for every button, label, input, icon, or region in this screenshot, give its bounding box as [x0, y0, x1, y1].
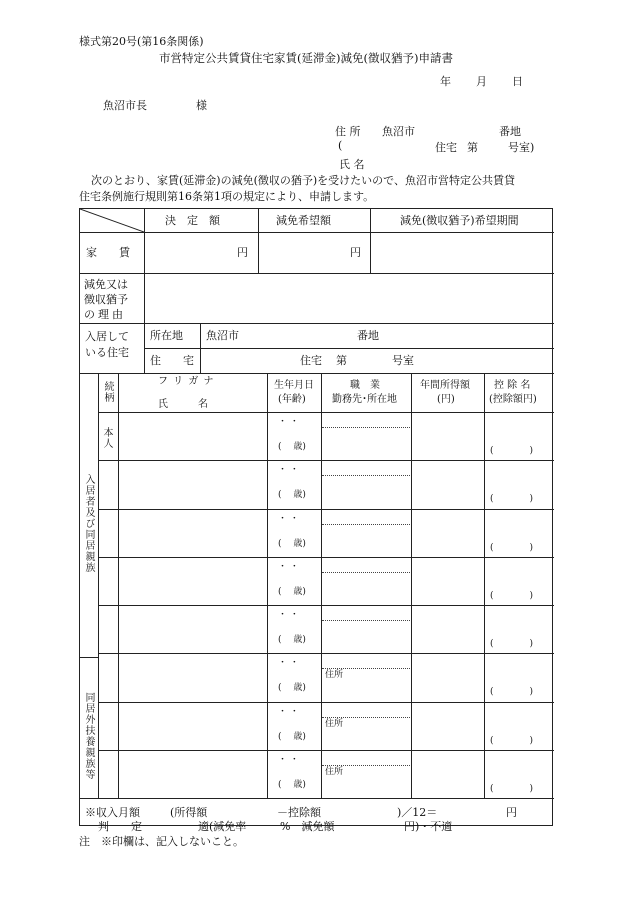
- age-field: ( 歳): [278, 635, 306, 645]
- address-city: 魚沼市: [382, 125, 415, 138]
- birth-dots: ・ ・: [278, 706, 299, 717]
- deduct-field: ( ): [490, 494, 534, 505]
- house-label: 住 宅: [150, 354, 194, 367]
- address-word: 住所: [325, 718, 344, 729]
- reason-label-3: の理由: [84, 308, 126, 321]
- location-city: 魚沼市: [206, 329, 239, 342]
- income-yen: 円: [506, 806, 517, 819]
- deduct-field: ( ): [490, 446, 534, 456]
- col-hope: 減免希望額: [276, 214, 331, 227]
- footnote: 注 ※印欄は、記入しないこと。: [79, 835, 244, 848]
- residence-label-2: いる住宅: [85, 346, 129, 359]
- age-field: ( 歳): [278, 490, 306, 501]
- residence-label-1: 入居して: [85, 330, 129, 343]
- deduct-field: ( ): [490, 783, 534, 794]
- age-field: ( 歳): [278, 586, 306, 597]
- col-deduct-unit: (控除額円): [489, 394, 537, 405]
- birth-dots: ・ ・: [278, 465, 299, 476]
- location-banchi: 番地: [357, 329, 379, 342]
- birth-dots: ・ ・: [278, 610, 299, 620]
- col-workplace: 勤務先･所在地: [332, 394, 397, 405]
- date-month: 月: [476, 75, 487, 88]
- birth-dots: ・ ・: [278, 754, 299, 765]
- deduct-field: ( ): [490, 735, 534, 746]
- col-name: 氏 名: [158, 399, 208, 410]
- reason-label-2: 徴収猶予: [84, 293, 128, 306]
- house-dai: 第: [336, 354, 347, 367]
- col-age: (年齢): [278, 394, 306, 405]
- deduct-field: ( ): [490, 590, 534, 601]
- form-number: 様式第20号(第16条関係): [79, 35, 204, 48]
- col-relation: 続柄: [102, 381, 113, 403]
- honorific: 様: [196, 99, 207, 112]
- income-label: ※収入月額: [85, 806, 140, 819]
- income-minus: －控除額: [277, 806, 321, 819]
- address-word: 住所: [325, 766, 344, 777]
- intro-line-2: 住宅条例施行規則第16条第1項の規定により、申請します。: [79, 190, 375, 203]
- self-label: 本人: [101, 427, 112, 449]
- income-paren: (所得額: [170, 806, 208, 819]
- col-period: 減免(徴収猶予)希望期間: [400, 214, 519, 227]
- address-paren: (: [338, 139, 343, 152]
- rent-label: 家 賃: [86, 246, 130, 259]
- outside-section-label: 同居外扶養親族等: [83, 692, 94, 780]
- col-income-unit: (円): [437, 394, 455, 405]
- age-field: ( 歳): [278, 538, 306, 549]
- header-diagonal: [80, 209, 144, 233]
- age-field: ( 歳): [278, 442, 306, 452]
- application-table: [79, 208, 553, 833]
- birth-dots: ・ ・: [278, 561, 299, 572]
- intro-line-1: 次のとおり、家賃(延滞金)の減免(徴収の猶予)を受けたいので、魚沼市営特定公共賃貸: [91, 174, 515, 187]
- location-label: 所在地: [150, 329, 183, 342]
- address-gou: 号室): [508, 141, 535, 154]
- col-income: 年間所得額: [420, 380, 470, 391]
- age-field: ( 歳): [278, 779, 306, 790]
- judge-apply: 適(減免率: [198, 820, 247, 833]
- deduct-field: ( ): [490, 639, 534, 649]
- addressee: 魚沼市長: [103, 99, 147, 112]
- col-birth: 生年月日: [274, 380, 314, 391]
- address-jutaku: 住宅: [435, 141, 457, 154]
- birth-dots: ・ ・: [278, 513, 299, 524]
- col-deduct: 控 除 名: [494, 380, 531, 391]
- col-job: 職 業: [350, 380, 380, 391]
- address-word: 住所: [325, 670, 344, 681]
- age-field: ( 歳): [278, 731, 306, 742]
- rent-hope-yen: 円: [350, 246, 361, 259]
- judge-not: 円)・不適: [404, 820, 453, 833]
- address-dai: 第: [467, 141, 478, 154]
- house-gou: 号室: [392, 354, 414, 367]
- col-furigana: フ リ ガ ナ: [158, 376, 215, 387]
- name-label: 氏 名: [339, 158, 365, 171]
- age-field: ( 歳): [278, 683, 306, 694]
- date-day: 日: [512, 75, 523, 88]
- rent-decision-yen: 円: [237, 246, 248, 259]
- judge-label: 判 定: [98, 820, 142, 833]
- date-year: 年: [440, 75, 451, 88]
- reason-label-1: 減免又は: [84, 278, 128, 291]
- col-decision: 決 定 額: [165, 214, 220, 227]
- deduct-field: ( ): [490, 687, 534, 698]
- address-banchi: 番地: [499, 125, 521, 138]
- address-label: 住 所: [335, 125, 361, 138]
- judge-pct: % 減免額: [280, 820, 335, 833]
- birth-dots: ・ ・: [278, 417, 299, 427]
- income-div: )／12＝: [397, 806, 438, 819]
- deduct-field: ( ): [490, 542, 534, 553]
- house-jutaku: 住宅: [300, 354, 322, 367]
- form-title: 市営特定公共賃貸住宅家賃(延滞金)減免(徴収猶予)申請書: [159, 51, 453, 65]
- family-section-label: 入居者及び同居親族: [83, 474, 94, 573]
- birth-dots: ・ ・: [278, 658, 299, 669]
